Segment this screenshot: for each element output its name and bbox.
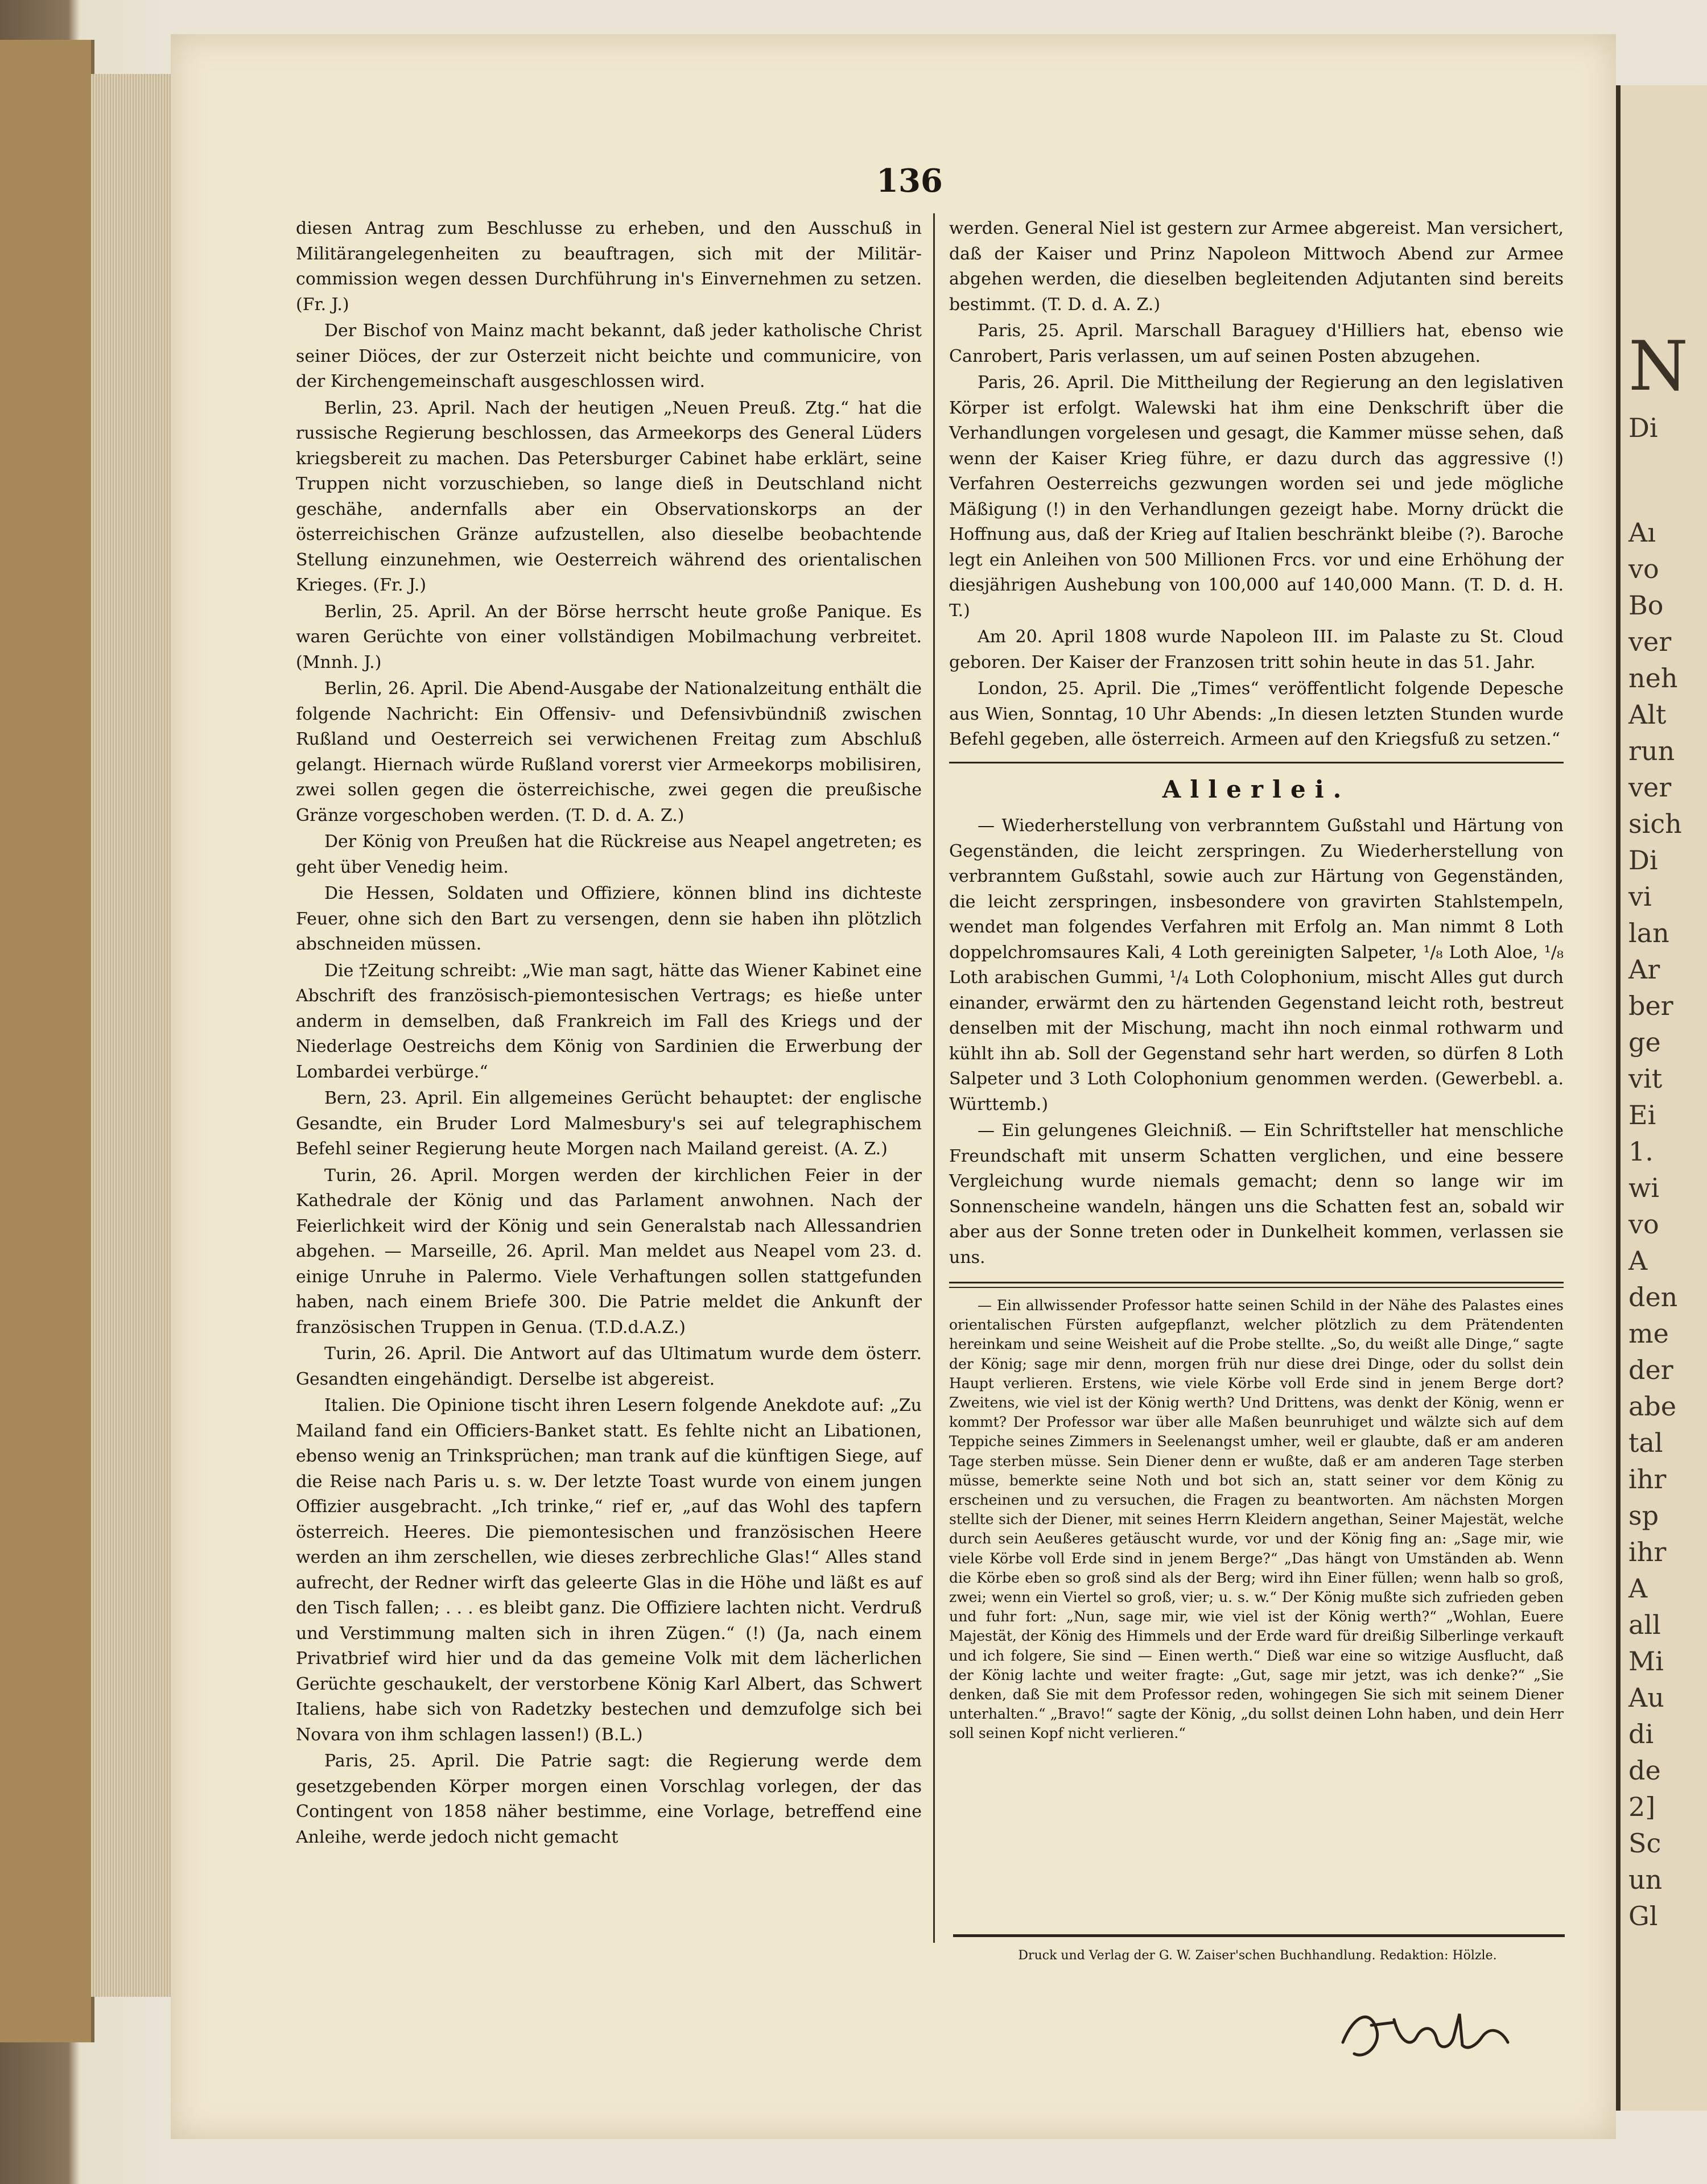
fragment-text: den	[1628, 1282, 1678, 1312]
section-rule	[949, 762, 1564, 763]
fragment-text: neh	[1628, 663, 1678, 693]
fragment-text: Gl	[1628, 1901, 1658, 1931]
fragment-text: Ei	[1628, 1100, 1656, 1130]
fragment-text: ihr	[1628, 1537, 1667, 1567]
fragment-text: Au	[1628, 1682, 1664, 1713]
fragment-text: wi	[1628, 1172, 1660, 1203]
fragment-text: ge	[1628, 1027, 1661, 1058]
fragment-text: der	[1628, 1355, 1673, 1385]
fragment-text: ihr	[1628, 1464, 1667, 1494]
adjacent-page-fragment	[1616, 85, 1707, 2111]
article-paragraph: Der König von Preußen hat die Rückreise aus Neapel angetreten; es geht über Venedig heim.	[296, 832, 922, 877]
article-paragraph: Paris, 25. April. Marschall Baraguey d'Hilliers hat, ebenso wie Canrobert, Paris verlassen, um auf seinen Posten abzugehen.	[949, 321, 1564, 366]
article-paragraph: Berlin, 25. April. An der Börse herrscht heute große Panique. Es waren Gerüchte von einer vollständigen Mobilmachung verbreitet. (Mnnh. J.)	[296, 601, 922, 672]
column-divider	[933, 213, 935, 1943]
article-paragraph: Der Bischof von Mainz macht bekannt, daß jeder katholische Christ seiner Diöces, der zur Osterzeit nicht beichte und communicire, von der Kirchengemeinschaft ausgeschlossen wird.	[296, 321, 922, 391]
article-paragraph: Turin, 26. April. Morgen werden der kirchlichen Feier in der Kathedrale der König und das Parlament anwohnen. Nach der Feierlichkeit wird der König und sein Generalstab nach Allessandrien abgehen. — Marseille, 26. April. Man meldet aus Neapel vom 23. d. einige Unruhe in Palermo. Viele Verhaftungen sollen stattgefunden haben, nach einem Briefe 300. Die Patrie meldet die Ankunft der französischen Truppen in Genua. (T.D.d.A.Z.)	[296, 1165, 922, 1337]
fragment-text: N	[1628, 327, 1688, 406]
article-paragraph: Paris, 25. April. Die Patrie sagt: die Regierung werde dem gesetzgebenden Körper morgen einen Vorschlag vorlegen, der das Contingent von 1858 näher bestimme, eine Vorlage, betreffend eine Anleihe, werde jedoch nicht gemacht	[296, 1751, 922, 1847]
article-paragraph: Paris, 26. April. Die Mittheilung der Regierung an den legislativen Körper ist erfolgt. Walewski hat ihm eine Denkschrift über die Verhandlungen vorgelesen und gesagt, die Kammer müsse sehen, daß wenn der Kaiser Krieg führe, er dazu durch das aggressive (!) Verfahren Oesterreichs gezwungen worden sei und jede mögliche Mäßigung (!) in den Verhandlungen gezeigt habe. Morny drückt die Hoffnung aus, daß der Krieg auf Italien beschränkt bleibe (?). Baroche legt ein Anleihen von 500 Millionen Frcs. vor und eine Erhöhung der diesjährigen Aushebung von 100,000 auf 140,000 Mann. (T. D. d. H. T.)	[949, 373, 1564, 621]
allerlei-paragraph: — Ein gelungenes Gleichniß. — Ein Schriftsteller hat menschliche Freundschaft mit unserm Schatten verglichen, und eine bessere Vergleichung wurde niemals gemacht; denn so lange wir im Sonnenscheine wandeln, hängen uns die Schatten fest an, sobald wir aber aus der Sonne treten oder in Dunkelheit kommen, verlassen sie uns.	[949, 1121, 1564, 1268]
page-stack-edges	[91, 74, 176, 1997]
fragment-text: 1.	[1628, 1136, 1654, 1167]
fragment-text: sp	[1628, 1500, 1659, 1531]
fragment-text: A	[1628, 1573, 1648, 1604]
page-number: 136	[876, 162, 943, 200]
article-paragraph: Berlin, 23. April. Nach der heutigen „Neuen Preuß. Ztg.“ hat die russische Regierung beschlossen, das Armeekorps des General Lüders kriegsbereit zu machen. Das Petersburger Cabinet habe erklärt, seine Truppen nicht vorzuschieben, so lange dieß in Deutschland nicht geschähe, andernfalls aber ein Observationskorps an der österreichischen Gränze aufzustellen, also dieselbe beobachtende Stellung einzunehmen, wie Oesterreich während des orientalischen Krieges. (Fr. J.)	[296, 398, 922, 595]
book-cover-edge	[0, 40, 94, 2042]
fragment-text: ver	[1628, 772, 1672, 803]
anecdote-paragraph: — Ein allwissender Professor hatte seinen Schild in der Nähe des Palastes eines orientalischen Fürsten aufgepflanzt, welcher plötzlich zu dem Prätendenten hereinkam und seine Weisheit auf die Probe stellte. „So, du weißt alle Dinge,“ sagte der König; sage mir denn, morgen früh nur diese drei Dinge, oder du sollst dein Haupt verlieren. Erstens, wie viele Körbe voll Erde sind in jenem Berge dort? Zweitens, wie viel ist der König werth? Und Drittens, was denkt der König, wenn er kommt? Der Professor war über alle Maßen beunruhiget und wälzte sich auf dem Teppiche seines Zimmers in Seelenangst umher, weil er glaubte, daß er am anderen Tage sterben müsse. Sein Diener denn er wußte, daß er am anderen Tage sterben müsse, bemerkte seine Noth und bot sich an, statt seiner vor dem König zu erscheinen und zu versuchen, die Fragen zu beantworten. Am nächsten Morgen stellte sich der Diener, mit seines Herrn Kleidern angethan, Seiner Majestät, welche durch sein Aeußeres getäuscht wurde, vor und der König fing an: „Sage mir, wie viele Körbe voll Erde sind in jenem Berge?“ „Das hängt von Umständen ab. Wenn die Körbe eben so groß sind als der Berg; wird ihn Einer füllen; wenn halb so groß, zwei; wenn ein Viertel so groß, vier; u. s. w.“ Der König mußte sich zufrieden geben und fuhr fort: „Nun, sage mir, wie viel ist der König werth?“ „Wohlan, Euere Majestät, der König des Himmels und der Erde ward für dreißig Silberlinge verkauft und ich folgere, Sie sind — Einen werth.“ Dieß war eine so witzige Ausflucht, daß der König lachte und weiter fragte: „Gut, sage mir jetzt, was ich denke?“ „Sie denken, daß Sie mit dem Professor reden, wohingegen Sie sich mit seinem Diener unterhalten.“ „Bravo!“ sagte der König, „du sollst deinen Lohn haben, und dein Herr soll seinen Kopf nicht verlieren.“	[949, 1297, 1564, 1742]
section-heading-allerlei: Allerlei.	[1162, 775, 1351, 803]
fragment-text: sich	[1628, 808, 1682, 839]
fragment-text: abe	[1628, 1391, 1677, 1422]
article-paragraph: Berlin, 26. April. Die Abend-Ausgabe der Nationalzeitung enthält die folgende Nachricht: Ein Offensiv- und Defensivbündniß zwischen Rußland und Oesterreich sei verwichenen Freitag zum Abschluß gelangt. Hiernach würde Rußland vorerst vier Armeekorps mobilisiren, zwei sollen gegen die österreichische, zwei gegen die preußische Gränze vorgeschoben werden. (T. D. d. A. Z.)	[296, 679, 922, 825]
fragment-text: vit	[1628, 1063, 1663, 1094]
fragment-text: tal	[1628, 1427, 1663, 1458]
fragment-text: run	[1628, 736, 1675, 766]
fragment-text: ber	[1628, 990, 1673, 1021]
fragment-text: di	[1628, 1719, 1654, 1749]
fragment-text: Alt	[1628, 699, 1667, 730]
section-double-rule	[949, 1282, 1564, 1288]
article-paragraph: Turin, 26. April. Die Antwort auf das Ultimatum wurde dem österr. Gesandten eingehändigt. Derselbe ist abgereist.	[296, 1344, 922, 1389]
fragment-text: me	[1628, 1318, 1669, 1349]
fragment-text: Bo	[1628, 590, 1664, 621]
fragment-text: Di	[1628, 845, 1658, 876]
article-paragraph: diesen Antrag zum Beschlusse zu erheben, und den Ausschuß in Militärangelegenheiten zu beauftragen, sich mit der Militär-commission wegen dessen Durchführung in's Einvernehmen zu setzen. (Fr. J.)	[296, 218, 922, 315]
left-column	[296, 216, 922, 1851]
imprint-line: Druck und Verlag der G. W. Zaiser'schen Buchhandlung. Redaktion: Hölzle.	[1018, 1948, 1497, 1963]
fragment-text: Sc	[1628, 1828, 1661, 1859]
fragment-text: A	[1628, 1245, 1648, 1276]
article-paragraph: Die Hessen, Soldaten und Offiziere, können blind ins dichteste Feuer, ohne sich den Bart zu versengen, denn sie haben ihn plötzlich abschneiden müssen.	[296, 883, 922, 954]
fragment-text: all	[1628, 1609, 1661, 1640]
handwritten-signature	[1331, 1991, 1519, 2071]
allerlei-paragraph: — Wiederherstellung von verbranntem Gußstahl und Härtung von Gegenständen, die leicht zerspringen. Zu Wiederherstellung von verbranntem Gußstahl, sowie auch zur Härtung von Gegenständen, die leicht zerspringen, insbesondere von gravirten Stahlstempeln, wendet man folgendes Verfahren mit Erfolg an. Man nimmt 8 Loth doppelchromsaures Kali, 4 Loth gereinigten Salpeter, ¹/₈ Loth Aloe, ¹/₈ Loth arabischen Gummi, ¹/₄ Loth Colophonium, mischt Alles gut durch einander, erwärmt den zu härtenden Gegenstand leicht roth, bestreut denselben mit der Mischung, macht ihn noch einmal rothwarm und kühlt ihn ab. Soll der Gegenstand sehr hart werden, so dürfen 8 Loth Salpeter und 3 Loth Colophonium genommen werden. (Gewerbebl. a. Württemb.)	[949, 816, 1564, 1114]
article-paragraph: werden. General Niel ist gestern zur Armee abgereist. Man versichert, daß der Kaiser und Prinz Napoleon Mittwoch Abend zur Armee abgehen werden, die dieselben begleitenden Adjutanten sind bereits bestimmt. (T. D. d. A. Z.)	[949, 218, 1564, 315]
article-paragraph: Italien. Die Opinione tischt ihren Lesern folgende Anekdote auf: „Zu Mailand fand ein Officiers-Banket statt. Es fehlte nicht an Libationen, ebenso wenig an Trinksprüchen; man trank auf die künftigen Siege, auf die Reise nach Paris u. s. w. Der letzte Toast wurde von einem jungen Offizier ausgebracht. „Ich trinke,“ rief er, „auf das Wohl des tapfern österreich. Heeres. Die piemontesischen und französischen Heere werden an ihm zerschellen, wie dieses zerbrechliche Glas!“ Alles stand aufrecht, der Redner wirft das geleerte Glas in die Höhe und läßt es auf den Tisch fallen; . . . es bleibt ganz. Die Offiziere lachten nicht. Verdruß und Verstimmung malten sich in ihren Zügen.“ (!) (Ja, nach einem Privatbrief wird hier und da das gemeine Volk mit dem lächerlichen Gerüchte geschaukelt, der verstorbene König Karl Albert, das Schwert Italiens, habe sich von Radetzky bestechen und demzufolge sich bei Novara von ihm schlagen lassen!) (B.L.)	[296, 1396, 922, 1745]
imprint-rule	[953, 1934, 1565, 1937]
article-paragraph: Am 20. April 1808 wurde Napoleon III. im Palaste zu St. Cloud geboren. Der Kaiser der Franzosen tritt sohin heute in das 51. Jahr.	[949, 627, 1564, 672]
article-paragraph: Bern, 23. April. Ein allgemeines Gerücht behauptet: der englische Gesandte, ein Bruder Lord Malmesbury's sei auf telegraphischem Befehl seiner Regierung heute Morgen nach Mailand gereist. (A. Z.)	[296, 1088, 922, 1159]
fragment-text: 2]	[1628, 1791, 1656, 1822]
fragment-text: Ar	[1628, 954, 1660, 985]
article-paragraph: London, 25. April. Die „Times“ veröffentlicht folgende Depesche aus Wien, Sonntag, 10 Uhr Abends: „In diesen letzten Stunden wurde Befehl gegeben, alle österreich. Armeen auf den Kriegsfuß zu setzen.“	[949, 679, 1564, 749]
right-column	[949, 216, 1564, 1745]
fragment-text: Aı	[1628, 517, 1656, 548]
fragment-text: vo	[1628, 554, 1659, 584]
fragment-text: lan	[1628, 918, 1669, 948]
fragment-text: ver	[1628, 626, 1672, 657]
fragment-text: de	[1628, 1755, 1661, 1786]
fragment-text: vo	[1628, 1209, 1659, 1240]
article-paragraph: Die †Zeitung schreibt: „Wie man sagt, hätte das Wiener Kabinet eine Abschrift des französisch-piemontesischen Vertrags; es hieße unter anderm in demselben, daß Frankreich im Fall des Kriegs und der Niederlage Oestreichs dem König von Sardinien die Erwerbung der Lombardei verbürge.“	[296, 960, 922, 1082]
fragment-text: Di	[1628, 412, 1658, 443]
fragment-text: Mi	[1628, 1646, 1664, 1677]
fragment-text: un	[1628, 1864, 1663, 1895]
fragment-text: vi	[1628, 881, 1652, 912]
